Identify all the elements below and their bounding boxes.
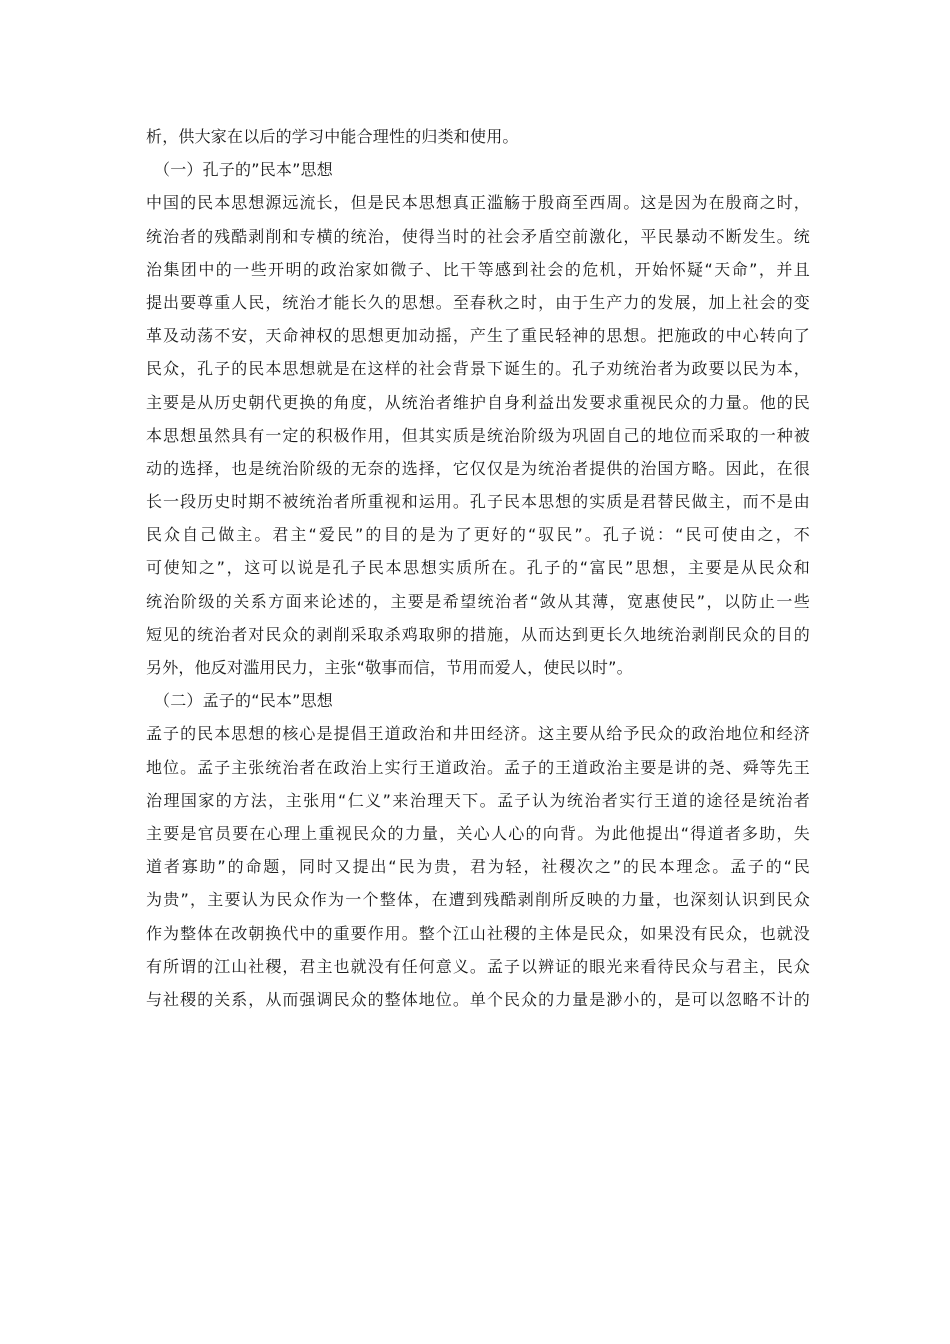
text-line: 动的选择，也是统治阶级的无奈的选择，它仅仅是为统治者提供的治国方略。因此，在很 (146, 458, 810, 478)
text-line: 另外，他反对滥用民力，主张“敬事而信，节用而爱人，使民以时”。 (146, 658, 633, 677)
body-text (146, 120, 810, 1016)
text-line: 与社稷的关系，从而强调民众的整体地位。单个民众的力量是渺小的，是可以忽略不计的 (146, 989, 810, 1009)
text-line: 统治者的残酷剥削和专横的统治，使得当时的社会矛盾空前激化，平民暴动不断发生。统 (146, 226, 810, 246)
text-line: 短见的统治者对民众的剥削采取杀鸡取卵的措施，从而达到更长久地统治剥削民众的目的 (146, 624, 810, 644)
text-line: 民众自己做主。君主“爱民”的目的是为了更好的“驭民”。孔子说：“民可使由之，不 (146, 525, 810, 545)
text-line: 作为整体在改朝换代中的重要作用。整个江山社稷的主体是民众，如果没有民众，也就没 (146, 923, 810, 943)
text-line: 革及动荡不安，天命神权的思想更加动摇，产生了重民轻神的思想。把施政的中心转向了 (146, 326, 810, 346)
text-line: 有所谓的江山社稷，君主也就没有任何意义。孟子以辨证的眼光来看待民众与君主，民众 (146, 956, 810, 976)
text-line: 析，供大家在以后的学习中能合理性的归类和使用。 (146, 127, 519, 146)
text-line: 统治阶级的关系方面来论述的，主要是希望统治者“敛从其薄，宽惠使民”，以防止一些 (146, 591, 810, 611)
text-line: 道者寡助”的命题，同时又提出“民为贵，君为轻，社稷次之”的民本理念。孟子的“民 (146, 857, 810, 877)
text-line: 提出要尊重人民，统治才能长久的思想。至春秋之时，由于生产力的发展，加上社会的变 (146, 292, 810, 312)
text-line: 主要是官员要在心理上重视民众的力量，关心人心的向背。为此他提出“得道者多助，失 (146, 823, 810, 843)
text-line: 可使知之”，这可以说是孔子民本思想实质所在。孔子的“富民”思想，主要是从民众和 (146, 558, 810, 578)
text-line: 主要是从历史朝代更换的角度，从统治者维护自身利益出发要求重视民众的力量。他的民 (146, 392, 810, 412)
text-line: 民众，孔子的民本思想就是在这样的社会背景下诞生的。孔子劝统治者为政要以民为本， (146, 359, 810, 379)
text-line: 为贵”，主要认为民众作为一个整体，在遭到残酷剥削所反映的力量，也深刻认识到民众 (146, 890, 810, 910)
text-line: 治集团中的一些开明的政治家如微子、比干等感到社会的危机，开始怀疑“天命”，并且 (146, 259, 810, 279)
section-heading: （一）孔子的”民本”思想 (154, 160, 333, 180)
text-line: 治理国家的方法，主张用“仁义”来治理天下。孟子认为统治者实行王道的途径是统治者 (146, 790, 810, 810)
text-line: 孟子的民本思想的核心是提倡王道政治和井田经济。这主要从给予民众的政治地位和经济 (146, 724, 810, 744)
text-line: 长一段历史时期不被统治者所重视和运用。孔子民本思想的实质是君替民做主，而不是由 (146, 492, 810, 512)
text-line: 地位。孟子主张统治者在政治上实行王道政治。孟子的王道政治主要是讲的尧、舜等先王 (146, 757, 810, 777)
text-line: 本思想虽然具有一定的积极作用，但其实质是统治阶级为巩固自己的地位而采取的一种被 (146, 425, 810, 445)
text-line: 中国的民本思想源远流长，但是民本思想真正滥觞于殷商至西周。这是因为在殷商之时， (146, 193, 810, 213)
section-heading: （二）孟子的“民本”思想 (154, 691, 333, 711)
